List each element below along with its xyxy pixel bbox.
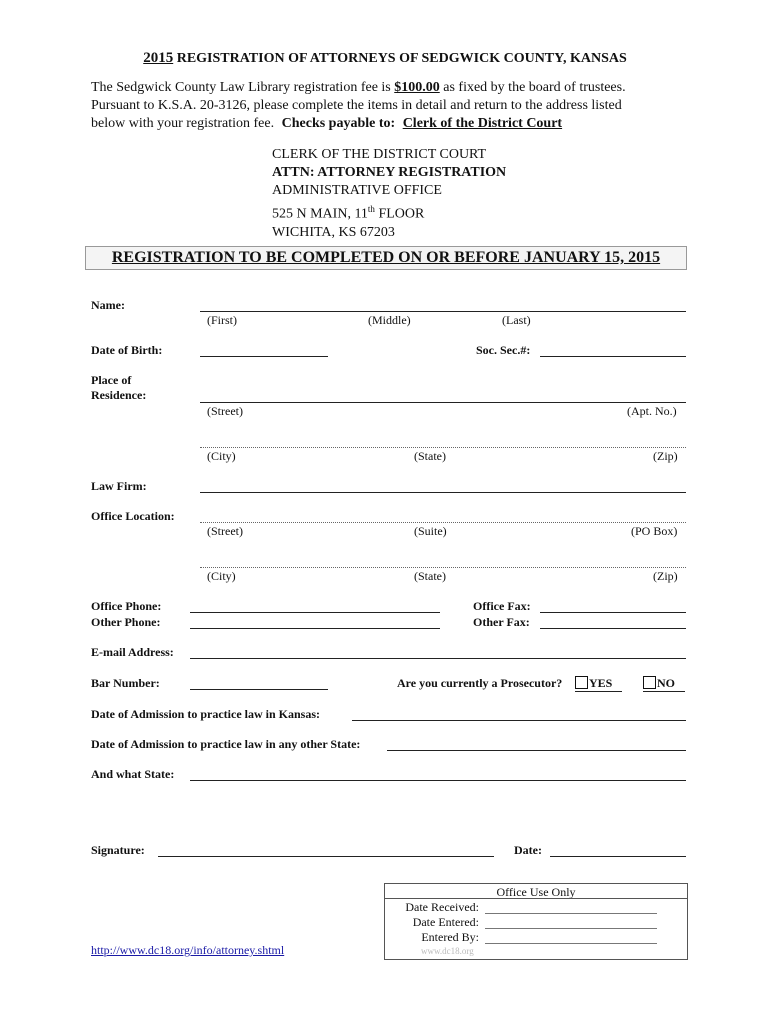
residence-label-1: Place of bbox=[91, 373, 132, 387]
date-entered-label: Date Entered: bbox=[412, 915, 479, 929]
intro-text-2: as fixed by the board of trustees. bbox=[439, 80, 626, 95]
fee-amount: $100.00 bbox=[394, 80, 440, 95]
email-input-line[interactable] bbox=[190, 658, 686, 659]
law-firm-input-line[interactable] bbox=[200, 492, 686, 493]
entered-by-line[interactable] bbox=[485, 943, 657, 944]
address-line-3: ADMINISTRATIVE OFFICE bbox=[272, 183, 442, 198]
office-location-label: Office Location: bbox=[91, 509, 175, 523]
address-street: 525 N MAIN, 11 bbox=[272, 206, 368, 222]
residence-city-caption: (City) bbox=[207, 449, 236, 463]
intro-text-3: below with your registration fee. bbox=[91, 116, 275, 131]
intro-paragraph bbox=[91, 79, 691, 133]
date-label: Date: bbox=[514, 843, 542, 857]
office-use-title: Office Use Only bbox=[496, 885, 576, 899]
payee: Clerk of the District Court bbox=[402, 116, 563, 131]
office-suite-caption: (Suite) bbox=[414, 524, 447, 538]
entered-by-label: Entered By: bbox=[421, 930, 479, 944]
signature-label: Signature: bbox=[91, 843, 145, 857]
address-line-5: WICHITA, KS 67203 bbox=[272, 224, 395, 240]
office-zip-caption: (Zip) bbox=[653, 569, 678, 583]
intro-line-2: Pursuant to K.S.A. 20-3126, please complete the items in detail and return to the address listed bbox=[91, 98, 622, 113]
other-phone-input-line[interactable] bbox=[190, 628, 440, 629]
last-name-caption: (Last) bbox=[502, 313, 531, 327]
address-floor: FLOOR bbox=[374, 206, 425, 222]
law-firm-label: Law Firm: bbox=[91, 479, 147, 493]
mailing-address bbox=[272, 146, 506, 242]
prosecutor-no-option[interactable] bbox=[643, 676, 685, 692]
office-phone-input-line[interactable] bbox=[190, 612, 440, 613]
admission-other-input-line[interactable] bbox=[387, 750, 686, 751]
other-fax-label: Other Fax: bbox=[473, 615, 530, 629]
date-received-label: Date Received: bbox=[405, 900, 479, 914]
date-input-line[interactable] bbox=[550, 856, 686, 857]
first-name-caption: (First) bbox=[207, 313, 237, 327]
title-text: REGISTRATION OF ATTORNEYS OF SEDGWICK COUNTY, KANSAS bbox=[176, 51, 627, 66]
prosecutor-yes-option[interactable] bbox=[575, 676, 622, 692]
no-label: NO bbox=[657, 676, 675, 690]
residence-label-2: Residence: bbox=[91, 388, 147, 402]
title-year: 2015 bbox=[143, 50, 174, 66]
address-line-2: ATTN: ATTORNEY REGISTRATION bbox=[272, 165, 507, 180]
dob-label: Date of Birth: bbox=[91, 343, 163, 357]
intro-line-1 bbox=[91, 79, 691, 97]
footer-link[interactable]: http://www.dc18.org/info/attorney.shtml bbox=[91, 943, 285, 957]
name-label: Name: bbox=[91, 298, 125, 312]
bar-number-label: Bar Number: bbox=[91, 676, 160, 690]
office-fax-label: Office Fax: bbox=[473, 599, 531, 613]
office-use-divider bbox=[385, 898, 687, 899]
form-title bbox=[0, 50, 770, 67]
ssn-label: Soc. Sec.#: bbox=[476, 343, 531, 357]
middle-name-caption: (Middle) bbox=[368, 313, 411, 327]
watermark-text: www.dc18.org bbox=[421, 946, 474, 956]
other-phone-label: Other Phone: bbox=[91, 615, 161, 629]
email-label: E-mail Address: bbox=[91, 645, 174, 659]
yes-label: YES bbox=[589, 676, 613, 690]
what-state-input-line[interactable] bbox=[190, 780, 686, 781]
office-city-caption: (City) bbox=[207, 569, 236, 583]
admission-kansas-input-line[interactable] bbox=[352, 720, 686, 721]
office-fax-input-line[interactable] bbox=[540, 612, 686, 613]
office-state-caption: (State) bbox=[414, 569, 446, 583]
residence-city-line[interactable] bbox=[200, 447, 686, 448]
intro-line-3 bbox=[91, 115, 691, 133]
office-use-box bbox=[384, 883, 688, 960]
bar-number-input-line[interactable] bbox=[190, 689, 328, 690]
ssn-input-line[interactable] bbox=[540, 356, 686, 357]
deadline-banner bbox=[85, 246, 687, 270]
signature-input-line[interactable] bbox=[158, 856, 494, 857]
office-city-line[interactable] bbox=[200, 567, 686, 568]
office-pobox-caption: (PO Box) bbox=[631, 524, 678, 538]
dob-input-line[interactable] bbox=[200, 356, 328, 357]
no-checkbox[interactable] bbox=[643, 676, 656, 689]
other-fax-input-line[interactable] bbox=[540, 628, 686, 629]
date-entered-line[interactable] bbox=[485, 928, 657, 929]
residence-apt-caption: (Apt. No.) bbox=[627, 404, 677, 418]
address-line-4 bbox=[272, 200, 506, 224]
name-input-line[interactable] bbox=[200, 311, 686, 312]
address-sup: th bbox=[367, 204, 375, 214]
office-street-line[interactable] bbox=[200, 522, 686, 523]
residence-street-line[interactable] bbox=[200, 402, 686, 403]
residence-state-caption: (State) bbox=[414, 449, 446, 463]
office-street-caption: (Street) bbox=[207, 524, 243, 538]
admission-kansas-label: Date of Admission to practice law in Kansas: bbox=[91, 707, 320, 721]
deadline-text: REGISTRATION TO BE COMPLETED ON OR BEFORE JANUARY 15, 2015 bbox=[111, 249, 661, 266]
admission-other-label: Date of Admission to practice law in any other State: bbox=[91, 737, 361, 751]
yes-checkbox[interactable] bbox=[575, 676, 588, 689]
prosecutor-question: Are you currently a Prosecutor? bbox=[397, 676, 563, 690]
residence-street-caption: (Street) bbox=[207, 404, 243, 418]
date-received-line[interactable] bbox=[485, 913, 657, 914]
checks-label: Checks payable to: bbox=[281, 116, 396, 131]
office-phone-label: Office Phone: bbox=[91, 599, 162, 613]
address-line-1: CLERK OF THE DISTRICT COURT bbox=[272, 147, 487, 162]
residence-zip-caption: (Zip) bbox=[653, 449, 678, 463]
intro-text-1: The Sedgwick County Law Library registration fee is bbox=[91, 80, 395, 95]
what-state-label: And what State: bbox=[91, 767, 175, 781]
